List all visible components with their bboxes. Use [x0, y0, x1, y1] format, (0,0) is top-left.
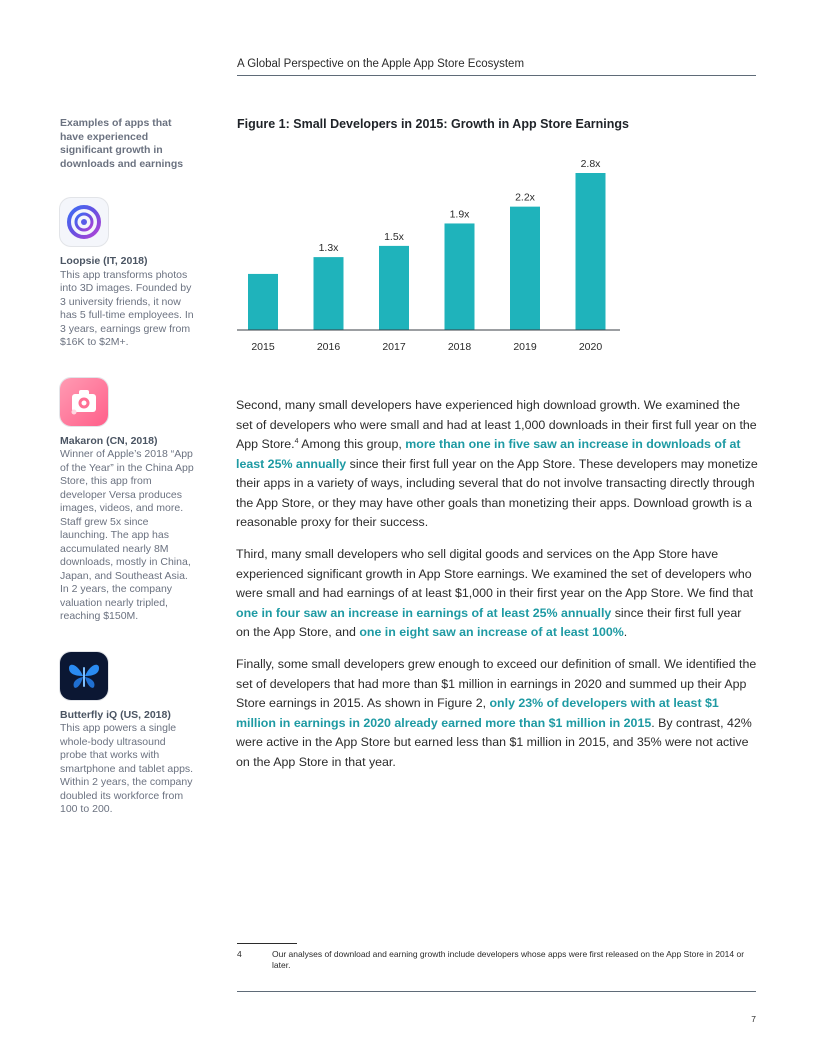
tick-label-2020: 2020: [578, 341, 603, 353]
app-description: This app transforms photos into 3D images. Founded by 3 university friends, it now has 5 full-time employees. In 3 years, earnings grew from $16K to $2M+.: [60, 268, 194, 348]
paragraph-large-developers: Finally, some small developers grew enough to exceed our definition of small. We identified the set of developers that had more than $1 million in earnings in 2020 and summed up their App Store earnings in 2015. As shown in Figure 2, only 23% of developers with at least $1 million in earnings in 2020 already earned more than $1 million in 2015. By contrast, 42% were active in the App Store but earned less than $1 million in 2015, and 35% were not active on the App Store in that year.: [236, 657, 757, 769]
tick-label-2019: 2019: [513, 341, 537, 353]
sidebar-title: Examples of apps that have experienced significant growth in downloads and earnings: [60, 117, 184, 170]
app-name: Makaron (CN, 2018): [60, 434, 158, 447]
footnote: [237, 949, 756, 971]
highlight: one in four saw an increase in earnings of at least 25% annually: [236, 605, 612, 620]
bar-2016: [314, 257, 344, 330]
bar-2015: [248, 274, 278, 330]
footer-divider: [237, 991, 756, 992]
bar-2018: [445, 223, 475, 330]
tick-label-2016: 2016: [316, 341, 341, 353]
bar-chart: [237, 145, 627, 360]
loopsie-ring-icon: [60, 198, 108, 246]
app-name: Loopsie (IT, 2018): [60, 255, 148, 267]
app-description: This app powers a single whole-body ultrasound probe that works with smartphone and tablet apps. Within 2 years, the company doubled its workforce from 100 to 200.: [60, 722, 194, 815]
tick-label-2015: 2015: [251, 341, 275, 353]
bar-2019: [510, 207, 540, 330]
bar-2020: [576, 173, 606, 330]
data-label-2016: 1.3x: [318, 242, 339, 255]
app-description: Winner of Apple’s 2018 “App of the Year” in the China App Store, this app from developer Versa produces images, videos, and more. Staff grew 5x since launching. The app has accumulated nearly 8M downloads, mostly in China, Japan, and Southeast Asia. In 2 years, the company valuation nearly tripled, reaching $150M.: [60, 448, 194, 622]
app-name: Butterfly iQ (US, 2018): [60, 708, 171, 721]
footnote-ref[interactable]: 4: [294, 437, 299, 445]
app-card-loopsie: [60, 198, 194, 350]
app-card-makaron: [60, 378, 194, 624]
highlight: one in eight saw an increase of at least 100%: [359, 625, 624, 639]
paragraph-downloads: Second, many small developers have experienced high download growth. We examined the set of developers who were small and had at least 1,000 downloads in their first full year on the App Store.$^4$ Among this group, more than one in five saw an increase in downloads of at least 25% annually since their first full year on the App Store. These developers may monetize their apps in a variety of ways, including several that do not involve transacting directly through the App Store, or they may have other goals than monetizing their apps. Download growth is a reasonable proxy for their success.: [236, 398, 758, 529]
app-card-butterfly: [60, 652, 194, 817]
body-text: [236, 396, 758, 785]
highlight: more than one in five saw an increase in downloads of at least 25% annually: [236, 437, 741, 471]
running-header: A Global Perspective on the Apple App Store Ecosystem: [237, 58, 756, 76]
figure-title: Figure 1: Small Developers in 2015: Growth in App Store Earnings: [237, 117, 629, 131]
page-number: 7: [751, 1014, 756, 1024]
data-label-2017: 1.5x: [384, 230, 404, 243]
footnote-number: 4: [237, 949, 242, 959]
butterfly-icon: [60, 652, 108, 700]
bar-2017: [379, 246, 409, 330]
footnote-divider: [237, 943, 297, 944]
paragraph-earnings: Third, many small developers who sell digital goods and services on the App Store have experienced significant growth in App Store earnings. We examined the set of developers who were small and had earnings of at least $1,000 in their first year on the App Store. We find that one in four saw an increase in earnings of at least 25% annually since their first full year on the App Store, and one in eight saw an increase of at least 100%.: [236, 547, 754, 639]
footnote-text: Our analyses of download and earning growth include developers whose apps were first released on the App Store in 2014 or later.: [272, 949, 745, 970]
highlight: only 23% of developers with at least $1 million in earnings in 2020 already earned more than $1 million in 2015: [236, 696, 719, 730]
makaron-camera-icon: [60, 378, 108, 426]
data-label-2020: 2.8x: [580, 158, 601, 170]
data-label-2018: 1.9x: [449, 208, 470, 221]
sidebar: [60, 117, 194, 845]
tick-label-2017: 2017: [382, 341, 406, 353]
data-label-2019: 2.2x: [515, 191, 535, 204]
tick-label-2018: 2018: [447, 341, 472, 353]
